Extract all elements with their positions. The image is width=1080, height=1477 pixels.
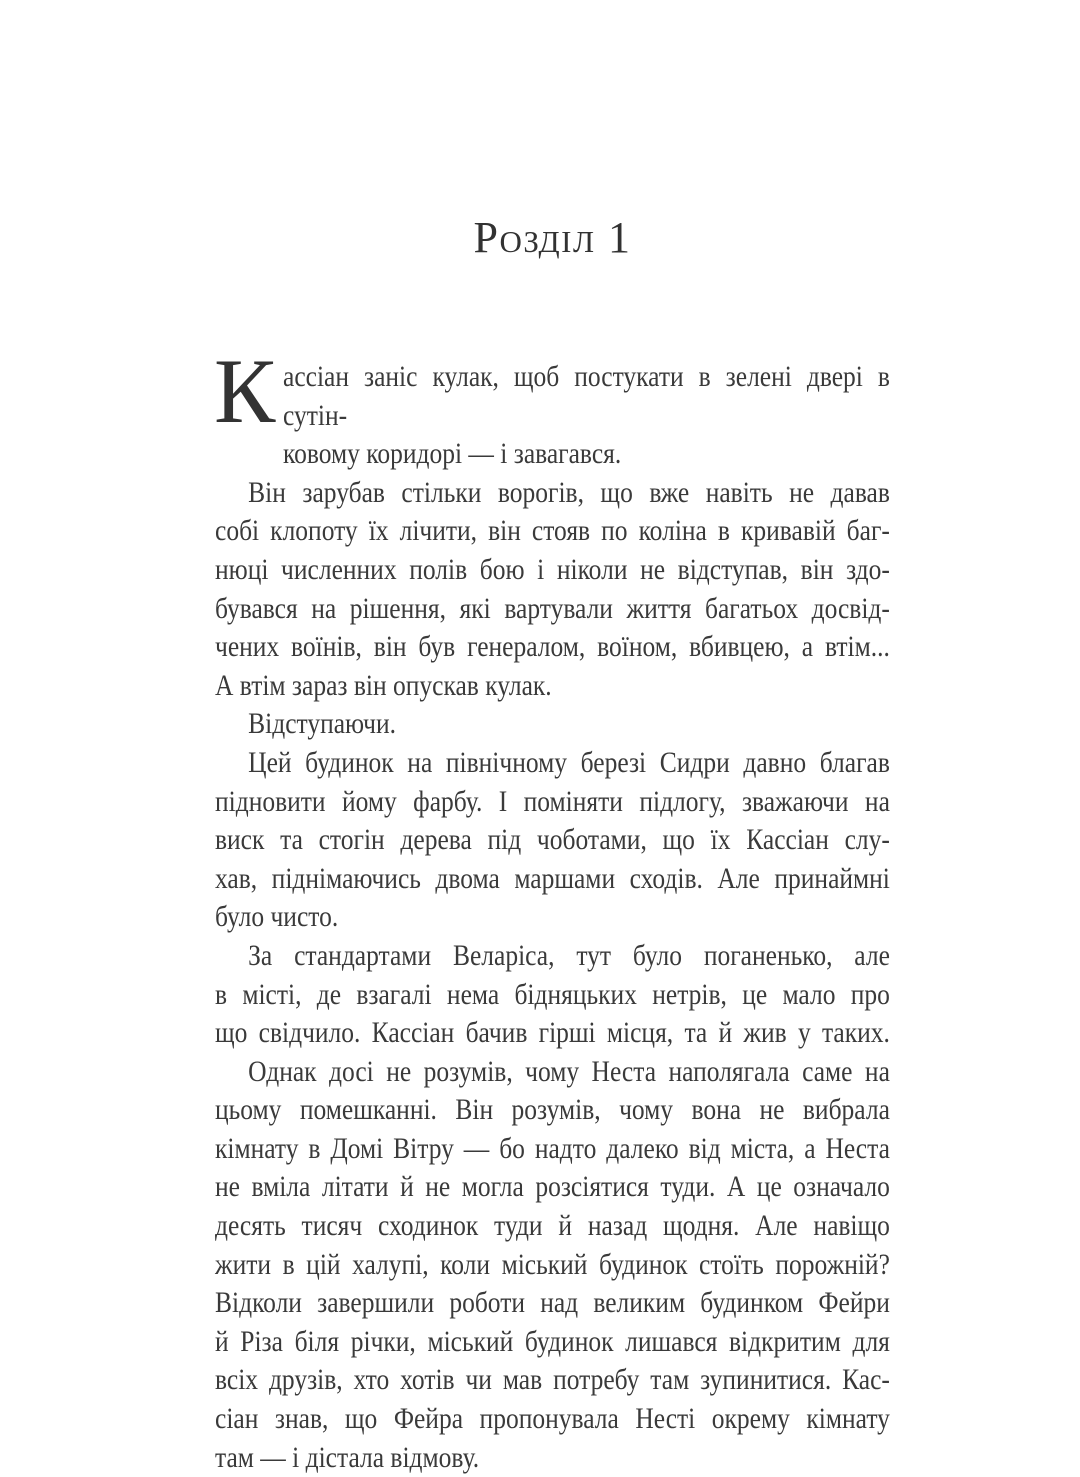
paragraph [215, 1053, 1009, 1477]
text-line: собі клопоту їх лічити, він стояв по коліна в кривавій баг- [215, 514, 890, 548]
text-line: сіан знав, що Фейра пропонувала Несті окрему кімнату [215, 1402, 890, 1436]
text-line: не вміла літати й не могла розсіятися туди. А це означало [215, 1170, 890, 1204]
text-line: нюці численних полів бою і ніколи не відступав, він здо- [215, 552, 890, 586]
text-line: Цей будинок на північному березі Сидри давно благав [248, 745, 890, 779]
text-line: За стандартами Веларіса, тут було поганенько, але [248, 938, 890, 972]
paragraph [215, 705, 1009, 744]
drop-cap: К [214, 340, 276, 442]
text-line: що свідчило. Кассіан бачив гірші місця, та й жив у таких. [215, 1016, 890, 1050]
text-line: Відколи завершили роботи над великим будинком Фейри [215, 1286, 890, 1320]
text-line: ковому коридорі — і завагався. [283, 437, 622, 471]
text-line: Відступаючи. [248, 707, 396, 741]
text-line: там — і дістала відмову. [215, 1440, 480, 1474]
text-line: й Різа біля річки, міський будинок лишався відкритим для [215, 1324, 890, 1358]
paragraph [215, 474, 1009, 706]
text-line: цьому помешканні. Він розумів, чому вона не вибрала [215, 1093, 890, 1127]
paragraph [215, 744, 1009, 937]
text-line: було чисто. [215, 900, 339, 934]
text-line: хав, піднімаючись двома маршами сходів. Але принаймні [215, 861, 890, 895]
text-line: десять тисяч сходинок туди й назад щодня. Але навіщо [215, 1209, 890, 1243]
text-line: всіх друзів, хто хотів чи мав потребу там зупинитися. Кас- [215, 1363, 890, 1397]
text-line: ассіан заніс кулак, щоб постукати в зелені двері в сутін- [283, 360, 890, 432]
text-line: А втім зараз він опускав кулак. [215, 668, 552, 702]
text-line: чених воїнів, він був генералом, воїном, вбивцею, а втім... [215, 630, 890, 664]
body-text [215, 358, 1009, 1477]
text-line: кімнату в Домі Вітру — бо надто далеко від міста, а Неста [215, 1131, 890, 1165]
text-line: підновити йому фарбу. І поміняти підлогу, зважаючи на [215, 784, 890, 818]
text-line: виск та стогін дерева під чоботами, що їх Кассіан слу- [215, 823, 890, 857]
chapter-heading: Розділ 1 [473, 213, 632, 262]
text-line: бувався на рішення, які вартували життя багатьох досвід- [215, 591, 890, 625]
paragraph [215, 937, 1009, 1053]
text-line: в місті, де взагалі нема бідняцьких нетрів, це мало про [215, 977, 890, 1011]
text-line: Він зарубав стільки ворогів, що вже навіть не давав [248, 475, 890, 509]
text-line: Однак досі не розумів, чому Неста наполягала саме на [248, 1054, 890, 1088]
paragraph [215, 358, 1009, 474]
text-line: жити в цій халупі, коли міський будинок стоїть порожній? [215, 1247, 890, 1281]
